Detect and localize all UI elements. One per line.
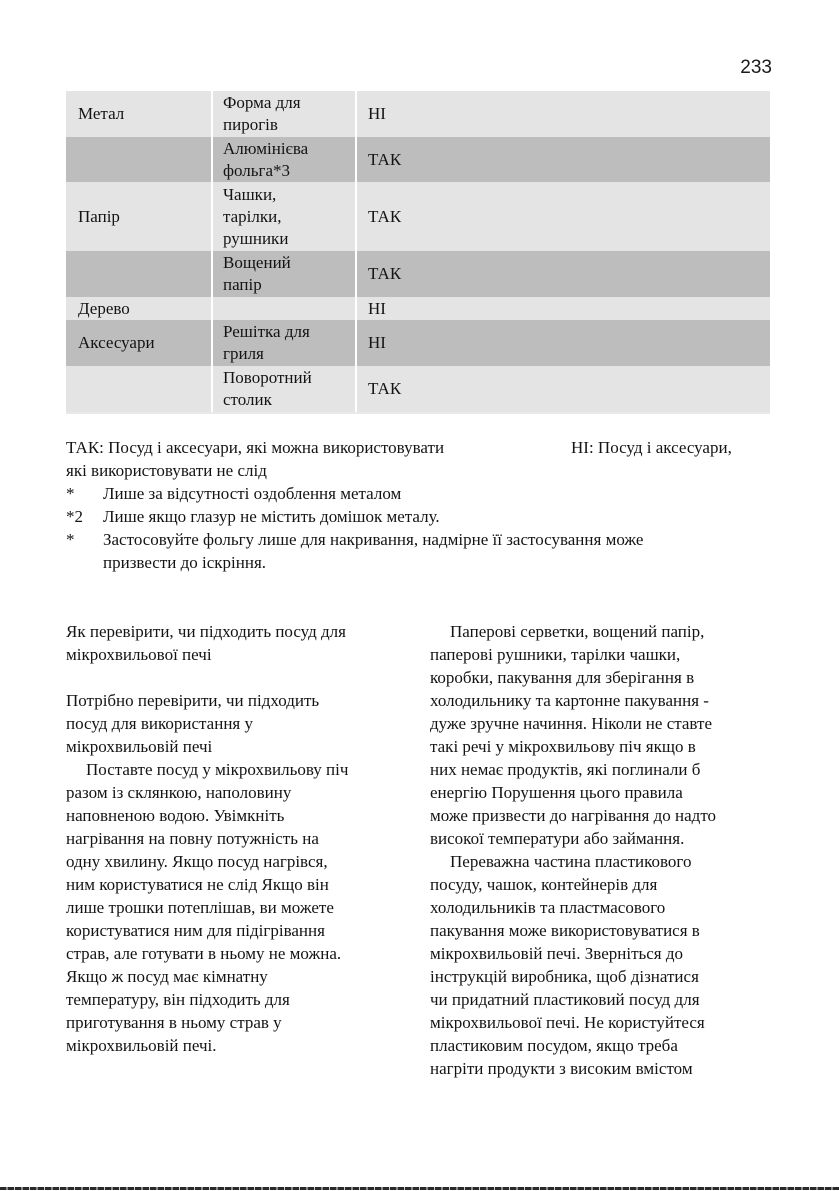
verdict-cell: ТАК [355,182,770,251]
footnote [66,482,776,505]
legend-no: НІ: Посуд і аксесуари, [571,438,732,457]
material-cell: Аксесуари [78,333,155,352]
material-cell [66,137,211,182]
spacer [66,666,411,689]
right-column [430,620,775,1080]
item-line: столик [223,390,272,409]
material-cell: Метал [78,104,125,123]
paragraph-line: нагріти продукти з високим вмістом [430,1059,693,1078]
paragraph-line: мікрохвильовій печі. Зверніться до [430,944,684,963]
page-number: 233 [740,57,772,78]
paragraph-line: коробки, пакування для зберігання в [430,668,695,687]
item-cell [211,297,355,320]
paragraph-line: Якщо ж посуд має кімнатну [66,967,268,986]
subheading-line: мікрохвильовій печі [66,737,213,756]
section-subheading [66,689,411,758]
material-cell: Папір [78,206,120,226]
footnote-mark: * [66,530,75,549]
heading-line: Як перевірити, чи підходить посуд для [66,622,346,641]
item-cell [211,137,355,182]
paragraph-line: одну хвилину. Якщо посуд нагрівся, [66,852,328,871]
paragraph-line: холодильнику та картонне пакування - [430,691,709,710]
footnote-text: Лише якщо глазур не містить домішок металу. [103,507,440,526]
item-line: Алюмінієва [223,138,309,158]
legend [66,436,776,574]
body-paragraph [430,620,775,850]
paragraph-line: приготування в ньому страв у [66,1013,282,1032]
paragraph-line: температуру, він підходить для [66,990,290,1009]
body-paragraph [430,850,775,1080]
paragraph-line: може призвести до нагрівання до надто [430,806,717,825]
section-heading [66,620,411,666]
legend-no-continued: які використовувати не слід [66,461,267,480]
item-line: Форма для [223,93,301,112]
paragraph-line: паперові рушники, тарілки чашки, [430,645,681,664]
paragraph-line: мікрохвильової печі. Не користуйтеся [430,1013,705,1032]
paragraph-line: пакування може використовуватися в [430,921,700,940]
paragraph-line: пластиковим посудом, якщо треба [430,1036,678,1055]
table-bottom-edge [66,412,770,414]
footnote-mark: * [66,484,75,503]
verdict-cell: НІ [355,91,770,137]
table-row [66,320,770,366]
table-row [66,91,770,137]
paragraph-line: них немає продуктів, які поглинали б [430,760,701,779]
footnote-text: Застосовуйте фольгу лише для накривання, надмірне її застосування може [103,530,644,549]
item-line: Решітка для [223,322,310,341]
paragraph-line: лише трошки потеплішав, ви можете [66,898,334,917]
paragraph-line: наповненою водою. Увімкніть [66,806,285,825]
table-row [66,251,770,297]
item-line: гриля [223,344,264,363]
table-row [66,366,770,412]
table-row [66,137,770,182]
paragraph-line: інструкцій виробника, щоб дізнатися [430,967,699,986]
material-cell: Дерево [78,298,130,318]
paragraph-line: такі речі у мікрохвильову піч якщо в [430,737,696,756]
subheading-line: Потрібно перевірити, чи підходить [66,691,320,710]
legend-line [66,436,776,459]
verdict-cell: НІ [355,320,770,366]
item-line: Чашки, [223,184,277,204]
item-line: Вощений [223,253,291,272]
item-cell [211,91,355,137]
item-line: тарілки, [223,206,282,226]
cookware-compatibility-table [66,91,770,412]
paragraph-line: дуже зручне начиння. Ніколи не ставте [430,714,713,733]
paragraph-line: чи придатний пластиковий посуд для [430,990,700,1009]
footnote-text: Лише за відсутності оздоблення металом [103,484,402,503]
item-cell [211,366,355,412]
paragraph-line: Паперові серветки, вощений папір, [450,622,705,641]
table-row [66,182,770,251]
material-cell [66,251,211,297]
paragraph-line: холодильників та пластмасового [430,898,666,917]
item-cell [211,251,355,297]
item-line: рушники [223,228,289,248]
paragraph-line: страв, але готувати в ньому не можна. [66,944,342,963]
heading-line: мікрохвильової печі [66,645,212,664]
left-column [66,620,411,1057]
item-cell [211,182,355,251]
paragraph-line: ним користуватися не слід Якщо він [66,875,329,894]
legend-yes: ТАК: Посуд і аксесуари, які можна використовувати [66,438,445,457]
paragraph-line: енергію Порушення цього правила [430,783,683,802]
verdict-cell: ТАК [355,366,770,412]
verdict-cell: НІ [355,297,770,320]
subheading-line: посуд для використання у [66,714,253,733]
paragraph-line: Поставте посуд у мікрохвильову піч [86,760,349,779]
paragraph-line: користуватися ним для підігрівання [66,921,325,940]
paragraph-line: посуду, чашок, контейнерів для [430,875,658,894]
verdict-cell: ТАК [355,251,770,297]
page-bottom-edge [0,1187,839,1190]
footnote-mark: *2 [66,507,83,526]
paragraph-line: високої температури або займання. [430,829,685,848]
paragraph-line: разом із склянкою, наполовину [66,783,292,802]
paragraph-line: Переважна частина пластикового [450,852,692,871]
item-line: Поворотний [223,368,312,387]
material-cell [66,366,211,412]
item-cell [211,320,355,366]
item-line: фольга*3 [223,160,291,180]
item-line: пирогів [223,115,278,134]
table-row [66,297,770,320]
footnote [66,505,776,528]
item-line: папір [223,275,262,294]
footnote-text-continued: призвести до іскріння. [103,553,267,572]
verdict-cell: ТАК [355,137,770,182]
body-paragraph [66,758,411,1057]
paragraph-line: мікрохвильовій печі. [66,1036,217,1055]
footnote-text-block [103,528,763,574]
footnote [66,528,776,574]
paragraph-line: нагрівання на повну потужність на [66,829,319,848]
